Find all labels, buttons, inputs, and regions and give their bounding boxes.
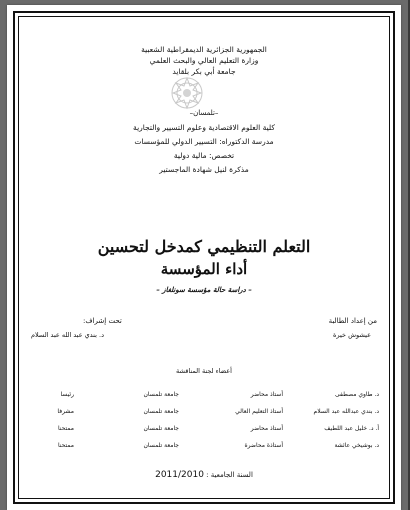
- member-name: د. بندي عبدالله عبد السلام: [313, 408, 379, 415]
- header-doctoral-school: مدرسة الدكتوراه: التسيير الدولي للمؤسسات: [134, 137, 274, 146]
- member-university: جامعة تلمسان: [143, 442, 179, 449]
- thesis-title-line1: التعلم التنظيمي كمدخل لتحسين: [97, 237, 311, 256]
- member-rank: أستاذ محاضر: [250, 391, 283, 398]
- header-university: جامعة أبي بكر بلقايد: [172, 67, 236, 76]
- committee-row: [29, 442, 379, 452]
- committee-row: [29, 391, 379, 401]
- thesis-title-line2: أداء المؤسسة: [160, 260, 248, 278]
- academic-year-value: 2011/2010: [155, 470, 204, 480]
- member-name: د. طاوي مصطفى: [335, 391, 379, 398]
- academic-year: [7, 471, 401, 480]
- member-name: د. بوشيخي عائشة: [334, 442, 379, 449]
- member-role: ممتحنا: [57, 425, 74, 432]
- header-ministry: وزارة التعليم العالي والبحث العلمي: [149, 56, 259, 65]
- member-role: ممتحنا: [57, 442, 74, 449]
- member-role: رئيسا: [60, 391, 74, 398]
- member-rank: أستاذ محاضر: [250, 425, 283, 432]
- supervisor-name: د. بندي عبد الله عبد السلام: [31, 331, 104, 339]
- committee-row: [29, 408, 379, 418]
- university-emblem-icon: [165, 75, 209, 111]
- committee-row: [29, 425, 379, 435]
- member-university: جامعة تلمسان: [143, 425, 179, 432]
- member-university: جامعة تلمسان: [143, 408, 179, 415]
- student-name: عيشوش خيرة: [333, 331, 371, 339]
- committee-title: أعضاء لجنة المناقشة: [176, 367, 232, 375]
- header-degree: مذكرة لنيل شهادة الماجستير: [159, 165, 249, 174]
- header-republic: الجمهورية الجزائرية الديمقراطية الشعبية: [141, 45, 267, 54]
- student-label: من إعداد الطالبة: [328, 317, 377, 325]
- member-name: أ. د. خليل عبد اللطيف: [324, 425, 379, 432]
- member-university: جامعة تلمسان: [143, 391, 179, 398]
- academic-year-label: السنة الجامعية :: [206, 471, 253, 479]
- member-rank: أستاذ التعليم العالي: [235, 408, 283, 415]
- member-rank: أستاذة محاضرة: [244, 442, 283, 449]
- header-specialty: تخصص: مالية دولية: [173, 151, 235, 160]
- document-page: [7, 5, 401, 510]
- thesis-subtitle: – دراسة حالة مؤسسة سونلغاز –: [156, 285, 252, 294]
- header-faculty: كلية العلوم الاقتصادية وعلوم التسيير والتجارية: [133, 123, 275, 132]
- member-role: مشرفا: [57, 408, 74, 415]
- supervisor-label: تحت إشراف:: [83, 317, 122, 325]
- header-city: –تلمسان–: [189, 109, 219, 117]
